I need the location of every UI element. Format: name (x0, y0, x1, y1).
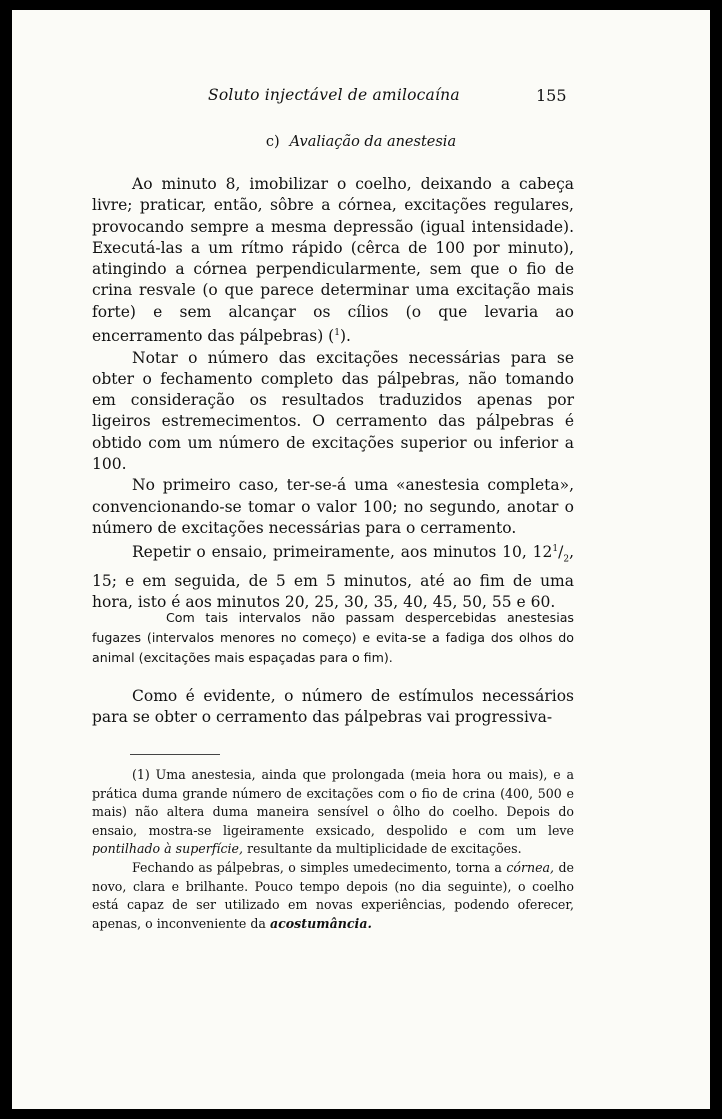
page-number: 155 (536, 86, 567, 105)
section-label: c) (265, 134, 280, 150)
paragraph: Como é evidente, o número de estímulos necessários para se obter o cerramento das pálpebras vai progressiva- (92, 687, 574, 726)
paragraph: Repetir o ensaio, primeiramente, aos minutos 10, $12^1/_2$, 15; e em seguida, de 5 em 5 minutos, até ao fim de uma hora, isto é aos minutos 20, 25, 30, 35, 40, 45, 50, 55 e 60. (92, 543, 574, 612)
section-heading (12, 134, 710, 150)
footnote-reference: 1 (334, 328, 340, 339)
footnote-1: (1) Uma anestesia, ainda que prolongada (meia hora ou mais), e a prática duma grande número de excitações com o fio de crina (400, 500 e mais) não altera duma maneira sensível o ôlho do coelho. Depois do ensaio, mostra-se ligeiramente exsicado, despolido e com um leve pontilhado à superfície, resultante da multiplicidade de excitações. (92, 767, 574, 857)
book-page (12, 10, 710, 1109)
footnote-continuation: Fechando as pálpebras, o simples umedecimento, torna a córnea, de novo, clara e brilhante. Pouco tempo depois (no dia seguinte), o coelho está capaz de ser utilizado em novas experiências, podendo oferecer, apenas, o inconveniente da acostumância. (92, 859, 574, 931)
section-title: Avaliação da anestesia (289, 134, 457, 150)
paragraph: Ao minuto 8, imobilizar o coelho, deixando a cabeça livre; praticar, então, sôbre a córnea, excitações regulares, provocando sempre a mesma depressão (igual intensidade). Executá-las a um rítmo rápido (cêrca de 100 por minuto), atingindo a córnea perpendicularmente, sem que o fio de crina resvale (o que parece determinar uma excitação mais forte) e sem alcançar os cílios (o que levaria ao encerramento das pálpebras) ($^1$). (92, 175, 574, 346)
small-print-note (92, 608, 574, 668)
note-paragraph: Com tais intervalos não passam despercebidas anestesias fugazes (intervalos menores no começo) e evita-se a fadiga dos olhos do animal (excitações mais espaçadas para o fim). (92, 610, 574, 665)
fraction-denominator: 2 (563, 554, 570, 565)
footnote-rule (130, 754, 220, 755)
paragraph: No primeiro caso, ter-se-á uma «anestesia completa», convencionando-se tomar o valor 100; no segundo, anotar o número de excitações necessárias para o cerramento. (92, 476, 574, 537)
page-header (12, 86, 710, 110)
running-title: Soluto injectável de amilocaína (208, 86, 460, 104)
footnote-marker: (1) (132, 767, 150, 782)
footnotes (92, 766, 574, 933)
main-text (92, 174, 574, 613)
paragraph: Notar o número das excitações necessárias para se obter o fechamento completo das pálpebras, não tomando em consideração os resultados traduzidos apenas por ligeiros estremecimentos. O cerramento das pálpebras é obtido com um número de excitações superior ou inferior a 100. (92, 348, 574, 474)
fraction-numerator: 1 (552, 544, 559, 555)
main-text-continued (92, 686, 574, 728)
